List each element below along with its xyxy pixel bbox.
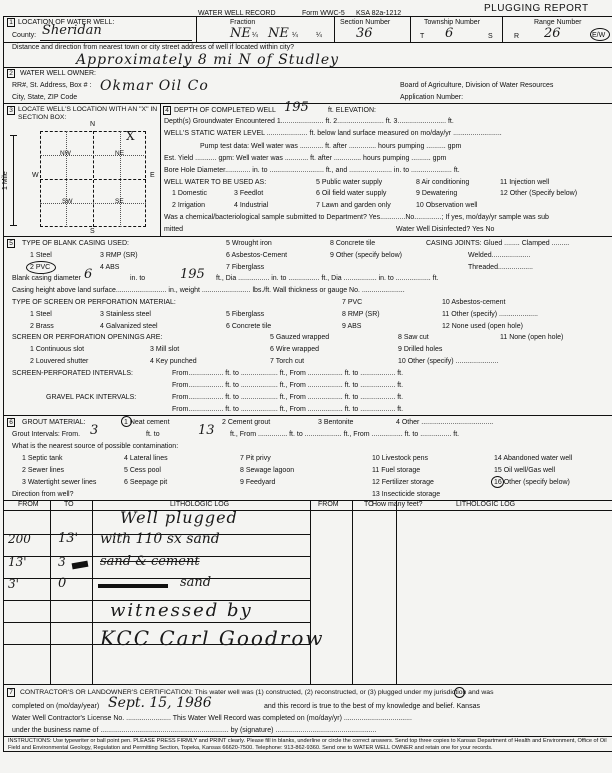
static-level-label: WELL'S STATIC WATER LEVEL ..................... ft. below land surface measured on mo/day/yr ......................... [164,130,502,137]
grout-intervals-label: Grout Intervals: From. [12,431,81,438]
pvc-circle [26,261,56,274]
township-label: Township Number [424,19,481,26]
section-number-label: Section Number [340,19,391,26]
casing-option: 6 Asbestos-Cement [226,252,288,259]
board-label: Board of Agriculture, Division of Water Resources [400,82,554,89]
form-number: Form WWC-5 [302,10,345,17]
address-label: RR#, St. Address, Box # : [12,82,92,89]
city-label: City, State, ZIP Code [12,94,78,101]
bore-label: Bore Hole Diameter............. in. to ............................ ft., and ...................... in. to ..................... ft. [164,167,460,174]
owner-value: Okmar Oil Co [100,78,209,94]
opening-option: 6 Wire wrapped [270,346,320,353]
form-title: WATER WELL RECORD [198,10,276,17]
use-option: 5 Public water supply [316,179,383,186]
license-label: Water Well Contractor's License No. ....................... This Water Well Record was completed on (mo/day/yr) ................................... [12,715,412,722]
use-option: 10 Observation well [416,202,478,209]
nw-quadrant-label: NW [60,150,71,157]
casing-option: 5 Wrought iron [226,240,272,247]
opening-option: 9 Drilled holes [398,346,443,353]
use-option: 11 Injection well [500,179,550,186]
log-to-header: TO [64,501,74,508]
opening-option: 11 None (open hole) [500,334,564,341]
grout-option: 3 Bentonite [318,419,354,426]
opening-option: 8 Saw cut [398,334,429,341]
yield-label: Est. Yield ........... gpm: Well water was ............ ft. after .............. hours pumping .......... gpm [164,155,447,162]
casing-diameter-value: 6 [84,267,93,282]
plugged-circle [454,687,465,698]
screen-type-label: TYPE OF SCREEN OR PERFORATION MATERIAL: [12,299,176,306]
screen-option: 9 ABS [342,323,362,330]
se-quadrant-label: SE [115,198,124,205]
opening-option: 4 Key punched [150,358,197,365]
screen-option: 12 None used (open hole) [442,323,523,330]
contam-option: 10 Livestock pens [372,455,429,462]
screen-option: 2 Brass [30,323,54,330]
completed-label: completed on (mo/day/year) [12,703,100,710]
log-from-header-2: FROM [318,501,339,508]
casing-diameter-label: Blank casing diameter [12,275,81,282]
log-row-text: KCC Carl Goodrow [100,626,325,650]
fraction-label: Fraction [230,19,256,26]
fraction-1-value: NE [230,26,251,41]
quarter-symbol: ¼ [252,32,258,39]
contam-option: 5 Cess pool [124,467,161,474]
township-t: T [420,33,425,40]
casing-to-label: in. to [130,275,146,282]
depth-unit: ft. ELEVATION: [328,107,376,114]
mitted-label: mitted [164,226,184,233]
screen-option: 3 Stainless steel [100,311,151,318]
use-option: 12 Other (Specify below) [500,190,578,197]
threaded-label: Threaded.................. [468,264,533,271]
distance-label: Distance and direction from nearest town or city street address of well if located within city? [12,44,295,51]
log-row-text: sand [180,575,212,590]
grout-to-value: 13 [198,423,215,438]
section-number-value: 36 [356,26,373,41]
plugging-report-label: PLUGGING REPORT [484,3,589,14]
perf-interval-row: From.................. ft. to ................... ft., From .................. ft. to .................. ft. [172,370,404,377]
contam-option: 11 Fuel storage [372,467,421,474]
casing-option: 1 Steel [30,252,52,259]
contam-option: 4 Lateral lines [124,455,168,462]
casing-to-value: 195 [180,267,205,282]
certification-label: CONTRACTOR'S OR LANDOWNER'S CERTIFICATION: This water well was (1) constructed, (2) reconstructed, or (3) plugged under my jurisdiction and was [20,689,494,696]
quarter-symbol: ¼ [316,32,322,39]
use-label: WELL WATER TO BE USED AS: [164,179,267,186]
gravel-interval-row: From.................. ft. to ................... ft., From .................. ft. to .................. ft. [172,394,404,401]
contam-option: 7 Pit privy [240,455,271,462]
distance-value: Approximately 8 mi N of Studley [76,52,340,68]
section-6-number: 6 [7,418,15,427]
opening-option: 7 Torch cut [270,358,305,365]
instructions-text: INSTRUCTIONS: Use typewriter or ball point pen. PLEASE PRESS FIRMLY and PRINT clearly. Please fill in blanks, underline or circle the correct answers. Send top three copies to Kansas Department of Health and Environment, Office of Oil Field and Environmental Geology, Regulation and Permitting Section, Topeka, Kansas 66620-7500. Telephone: 913-862-9360. Send one to WATER WELL OWNER and retain one for your records. [8,738,607,751]
openings-label: SCREEN OR PERFORATION OPENINGS ARE: [12,334,163,341]
fraction-2-value: NE [268,26,289,41]
section-1-number: 1 [7,18,15,27]
casing-option: 3 RMP (SR) [100,252,138,259]
use-option: 1 Domestic [172,190,208,197]
contam-option: 2 Sewer lines [22,467,65,474]
screen-option: 11 Other (specify) .................... [442,311,538,318]
grout-option: 4 Other ..................................... [396,419,494,426]
sw-quadrant-label: SW [62,198,73,205]
opening-option: 5 Gauzed wrapped [270,334,330,341]
screen-option: 4 Galvanized steel [100,323,158,330]
section-3-heading: LOCATE WELL'S LOCATION WITH AN "X" IN SECTION BOX: [18,106,158,121]
section-1-heading: LOCATION OF WATER WELL: [18,19,115,26]
log-row-to: 0 [58,576,67,591]
grid-outline [40,131,146,227]
county-label: County: [12,32,37,39]
casing-option: 7 Fiberglass [226,264,265,271]
chem-sample-label: Was a chemical/bacteriological sample submitted to Department? Yes.............No..............; If yes, mo/day/yr sample was sub [164,214,549,221]
north-label: N [90,121,96,128]
range-ew: E/W [592,32,606,39]
contamination-label: What is the nearest source of possible contamination: [12,443,179,450]
screen-option: 6 Concrete tile [226,323,272,330]
casing-option: 8 Concrete tile [330,240,376,247]
log-title-header: LITHOLOGIC LOG [170,501,230,508]
depth-value: 195 [284,100,309,115]
contam-option: 1 Septic tank [22,455,63,462]
section-4-number: 4 [163,106,171,115]
use-option: 3 Feedlot [234,190,264,197]
screen-option: 1 Steel [30,311,52,318]
log-title-header-2: LITHOLOGIC LOG [456,501,516,508]
grout-interval-rest: ft., From ............... ft. to ................... ft., From ................ ft. to ................ ft. [230,431,460,438]
section-5-number: 5 [7,239,15,248]
casing-option-pvc: 2 PVC [30,264,51,271]
range-r: R [514,33,520,40]
log-row-text: witnessed by [110,600,253,621]
section-2-number: 2 [7,69,15,78]
grout-label: GROUT MATERIAL: [22,419,86,426]
log-row-from: 13' [8,555,27,569]
log-row-text: sand & cement [100,554,200,569]
gravel-interval-row: From.................. ft. to ................... ft., From .................. ft. to .................. ft. [172,406,404,413]
log-to-header-2: TO [364,501,374,508]
perf-interval-row: From.................. ft. to ................... ft., From .................. ft. to .................. ft. [172,382,404,389]
gravel-intervals-label: GRAVEL PACK INTERVALS: [46,394,137,401]
use-option: 8 Air conditioning [416,179,470,186]
township-value: 6 [445,26,454,41]
casing-height-label: Casing height above land surface.......................... in., weight ......................... lbs./ft. Wall thickness or gauge No. ...................... [12,287,405,294]
log-row-to: 13' [58,531,79,546]
section-3-number: 3 [7,106,15,115]
use-option: 7 Lawn and garden only [316,202,391,209]
grout-option-neat-cement: 1 Neat cement [124,419,170,426]
screen-option: 5 Fiberglass [226,311,265,318]
contam-option: 3 Watertight sewer lines [22,479,97,486]
depth-label: DEPTH OF COMPLETED WELL [174,107,276,114]
range-value: 26 [544,26,561,41]
other-circle [491,476,504,488]
completed-value: Sept. 15, 1986 [108,695,212,711]
quarter-symbol: ¼ [292,32,298,39]
grout-from-value: 3 [90,423,99,438]
log-row-from: 200 [8,532,31,546]
west-label: W [32,172,39,179]
screen-option: 7 PVC [342,299,363,306]
contam-option: 9 Feedyard [240,479,276,486]
neat-cement-circle [121,416,132,427]
contam-option: 13 Insecticide storage [372,491,441,498]
log-from-header: FROM [18,501,39,508]
screen-option: 8 RMP (SR) [342,311,380,318]
south-label: S [90,228,95,235]
direction-label: Direction from well? [12,491,74,498]
how-many-feet-label: How many feet? [372,501,423,508]
contam-option: 8 Sewage lagoon [240,467,295,474]
ne-quadrant-label: NE [115,150,125,157]
casing-option: 4 ABS [100,264,120,271]
perf-intervals-label: SCREEN-PERFORATED INTERVALS: [12,370,133,377]
groundwater-label: Depth(s) Groundwater Encountered 1...................... ft. 2........................ ft. 3......................... ft. [164,118,454,125]
use-option: 9 Dewatering [416,190,458,197]
contam-option: 14 Abandoned water well [494,455,573,462]
disinfected-label: Water Well Disinfected? Yes No [396,226,495,233]
contam-option-other: 16 Other (specify below) [494,479,570,486]
completed-rest: and this record is true to the best of my knowledge and belief. Kansas [264,703,480,710]
contam-option: 12 Fertilizer storage [372,479,434,486]
use-option: 2 Irrigation [172,202,206,209]
opening-option: 2 Louvered shutter [30,358,89,365]
grout-option: 2 Cement grout [222,419,271,426]
log-row-to: 3 [58,555,66,569]
contam-option: 15 Oil well/Gas well [494,467,556,474]
pump-test-label: Pump test data: Well water was ............ ft. after .............. hours pumping .......... gpm [200,143,462,150]
section-2-heading: WATER WELL OWNER: [20,70,96,77]
section-7-number: 7 [7,688,15,697]
opening-option: 3 Mill slot [150,346,180,353]
casing-joints-label: CASING JOINTS: Glued ........ Clamped ......... [426,240,570,247]
log-row-from: 3' [8,577,19,591]
ink-strike [98,584,168,588]
range-label: Range Number [534,19,582,26]
welded-label: Welded.................... [468,252,531,259]
well-location-x-mark: X [126,129,135,143]
grout-to-label: ft. to [146,431,160,438]
casing-type-label: TYPE OF BLANK CASING USED: [22,240,129,247]
mile-label: 1 Mile [2,171,9,190]
business-label: under the business name of .................................................................. by (signature) .................................................... [12,727,377,734]
casing-diameter-rest: ft., Dia ................ in. to ................ ft., Dia ................. in. to .................. ft. [216,275,439,282]
opening-option: 1 Continuous slot [30,346,85,353]
contam-option: 6 Seepage pit [124,479,168,486]
use-option: 4 Industrial [234,202,269,209]
ksa-ref: KSA 82a-1212 [356,10,402,17]
log-row-text: Well plugged [120,508,238,527]
casing-option: 9 Other (specify below) [330,252,402,259]
opening-option: 10 Other (specify) ...................... [398,358,499,365]
use-option: 6 Oil field water supply [316,190,387,197]
screen-option: 10 Asbestos-cement [442,299,506,306]
east-label: E [150,172,155,179]
log-row-text: with 110 sx sand [100,531,220,547]
township-s: S [488,33,493,40]
application-label: Application Number: [400,94,464,101]
county-value: Sheridan [42,23,102,38]
range-ew-circle [590,28,610,41]
